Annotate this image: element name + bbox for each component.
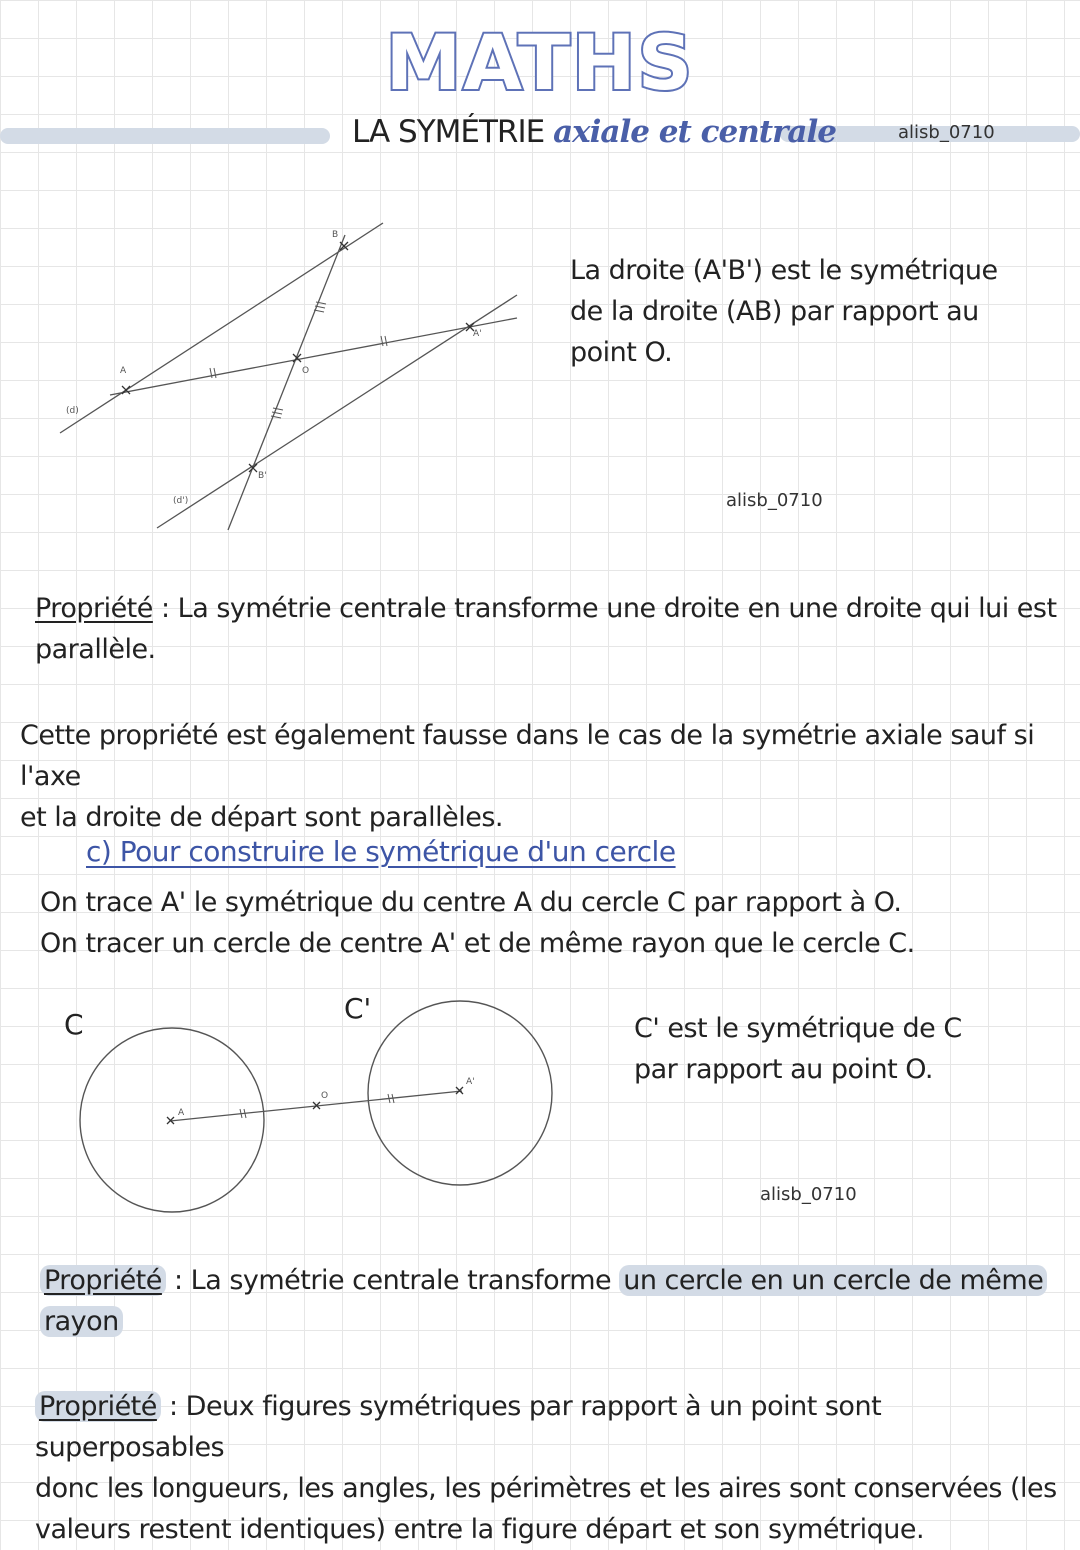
line-ab [60, 223, 383, 433]
property-1-line-2: parallèle. [35, 634, 156, 665]
property-3-line-3: valeurs restent identiques) entre la figure départ et son symétrique. [35, 1514, 925, 1545]
property-2-highlight: un cercle en un cercle de même [619, 1265, 1047, 1296]
property-1 [35, 588, 1065, 670]
line-a-prime-b-prime [157, 295, 517, 528]
figure1-caption-line: point O. [570, 337, 673, 368]
figure2-caption [634, 1008, 962, 1090]
label-o: O [321, 1091, 329, 1101]
figure-line-symmetry [40, 220, 540, 540]
figure2-caption-line: par rapport au point O. [634, 1054, 933, 1085]
circle-c-label: C [64, 1008, 84, 1041]
label-b-prime: B' [258, 471, 267, 481]
figure2-caption-line: C' est le symétrique de C [634, 1013, 962, 1044]
figure1-caption-line: La droite (A'B') est le symétrique [570, 255, 998, 286]
property-2 [40, 1260, 1070, 1342]
property-1-line [35, 588, 1065, 629]
page-title: MATHS [385, 18, 695, 107]
label-b: B [332, 230, 339, 240]
property-2-line-2 [40, 1301, 1070, 1342]
step-line: On trace A' le symétrique du centre A du cercle C par rapport à O. [40, 887, 902, 918]
circle-c [80, 1028, 264, 1212]
property-2-line [40, 1260, 1070, 1301]
step-line: On tracer un cercle de centre A' et de même rayon que le cercle C. [40, 928, 915, 959]
property-3-keyword: Propriété [35, 1391, 161, 1422]
figure1-caption [570, 250, 998, 373]
property-3-line [35, 1386, 1075, 1468]
label-a-prime: A' [473, 329, 482, 339]
note-axial [20, 715, 1070, 838]
property-3 [35, 1386, 1075, 1550]
circle-c-prime [368, 1001, 552, 1185]
figure-circle-symmetry [70, 990, 570, 1220]
label-a: A [120, 366, 127, 376]
label-d-prime: (d') [173, 496, 189, 506]
property-1-text: : La symétrie centrale transforme une droite en une droite qui lui est [152, 593, 1057, 624]
section-c-steps [40, 882, 1070, 964]
label-a-prime: A' [466, 1077, 475, 1087]
figure2-watermark: alisb_0710 [760, 1184, 857, 1205]
property-2-text: : La symétrie centrale transforme [165, 1265, 620, 1296]
circle-c-prime-label: C' [344, 992, 372, 1025]
line-b-b-prime [228, 235, 345, 530]
property-3-line-2: donc les longueurs, les angles, les périmètres et les aires sont conservées (les [35, 1473, 1057, 1504]
note-line: et la droite de départ sont parallèles. [20, 802, 503, 833]
point-a-prime-mark [456, 1087, 463, 1094]
tick-ob-prime [271, 408, 283, 418]
page-subtitle [352, 114, 836, 150]
property-1-keyword: Propriété [35, 593, 153, 624]
subtitle-accent: axiale et centrale [553, 114, 836, 150]
header-band-left [0, 128, 330, 144]
line-a-a-prime [110, 318, 517, 395]
tick-oa-prime [381, 336, 387, 346]
label-a: A [178, 1108, 185, 1118]
figure1-watermark: alisb_0710 [726, 490, 823, 511]
property-2-keyword: Propriété [40, 1265, 166, 1296]
property-2-highlight-2: rayon [40, 1306, 123, 1337]
note-line: Cette propriété est également fausse dans le cas de la symétrie axiale sauf si l'axe [20, 720, 1035, 792]
property-3-text: : Deux figures symétriques par rapport à un point sont superposables [35, 1391, 882, 1463]
header-watermark: alisb_0710 [898, 122, 995, 143]
label-o: O [302, 366, 310, 376]
subtitle-plain: LA SYMÉTRIE [352, 114, 545, 150]
figure1-caption-line: de la droite (AB) par rapport au [570, 296, 979, 327]
point-a-mark [122, 386, 130, 394]
section-c-heading: c) Pour construire le symétrique d'un cercle [86, 835, 676, 868]
label-d: (d) [66, 406, 79, 416]
